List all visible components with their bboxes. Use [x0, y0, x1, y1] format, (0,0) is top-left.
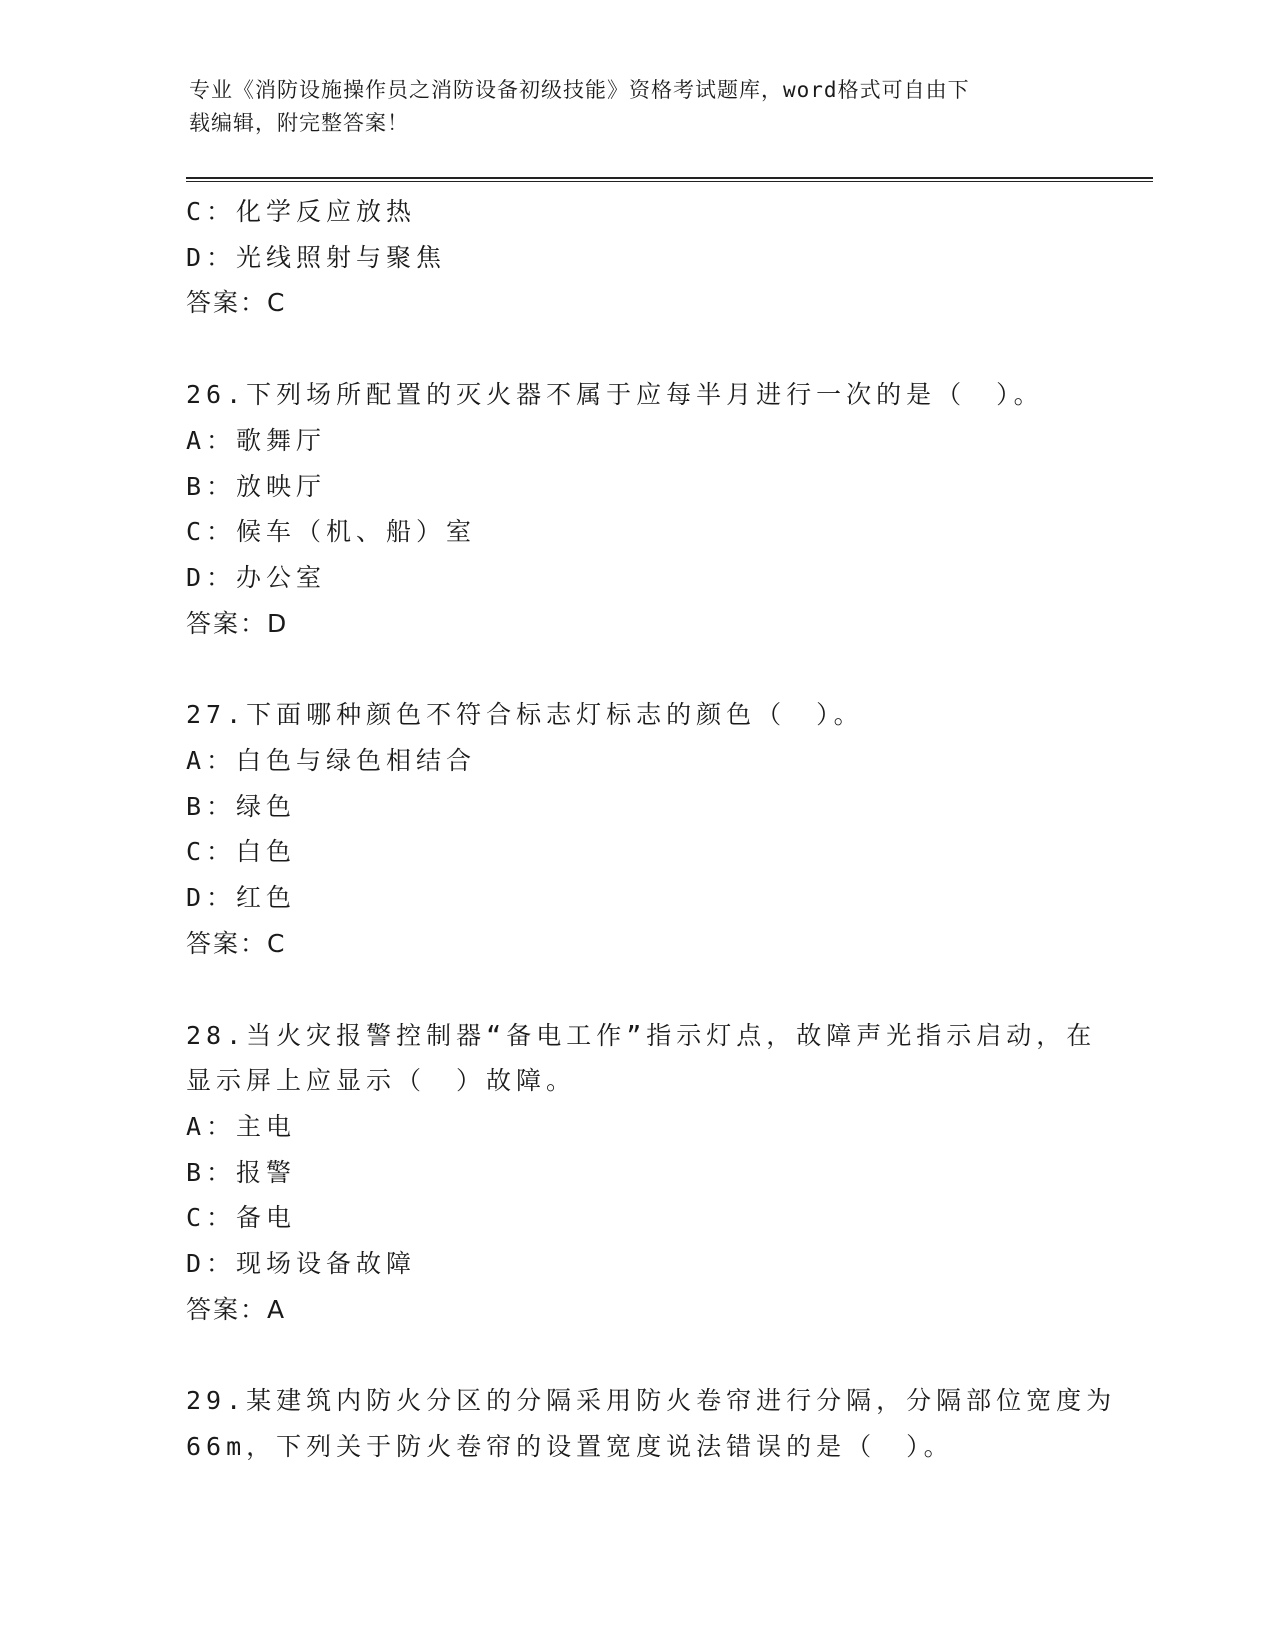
header-line-1: 专业《消防设施操作员之消防设备初级技能》资格考试题库，word格式可自由下 — [189, 78, 970, 102]
option-c: C：白色 — [186, 837, 297, 867]
option-c: C：化学反应放热 — [186, 197, 417, 226]
question-text: 26.下列场所配置的灭火器不属于应每半月进行一次的是（ ）。 — [186, 380, 1044, 410]
answer-line: 答案：D — [186, 608, 289, 638]
option-d: D：办公室 — [186, 562, 327, 592]
answer-line: 答案：A — [186, 1294, 287, 1324]
question-text-line-2: 66m，下列关于防火卷帘的设置宽度说法错误的是（ ）。 — [186, 1432, 954, 1462]
spacer — [186, 967, 1086, 1013]
option-b: B：绿色 — [186, 791, 297, 821]
question-25-tail — [186, 189, 1086, 326]
option-c: C：备电 — [186, 1203, 297, 1233]
header-rule-thick — [186, 177, 1153, 179]
question-27 — [186, 692, 1086, 966]
question-text-line-1: 28.当火灾报警控制器“备电工作”指示灯点，故障声光指示启动，在 — [186, 1020, 1097, 1050]
document-header — [189, 74, 1089, 140]
question-text-line-2: 显示屏上应显示（ ）故障。 — [186, 1066, 577, 1096]
option-a: A：白色与绿色相结合 — [186, 746, 477, 776]
option-b: B：放映厅 — [186, 471, 327, 501]
question-content — [186, 189, 1117, 1470]
option-d: D：现场设备故障 — [186, 1249, 417, 1279]
header-line-2: 载编辑，附完整答案！ — [189, 111, 409, 135]
spacer — [186, 1332, 1086, 1378]
option-d: D：红色 — [186, 883, 297, 913]
spacer — [186, 326, 1086, 372]
option-a: A：歌舞厅 — [186, 425, 327, 455]
question-text-line-1: 29.某建筑内防火分区的分隔采用防火卷帘进行分隔，分隔部位宽度为 — [186, 1386, 1117, 1416]
option-b: B：报警 — [186, 1157, 297, 1187]
option-a: A：主电 — [186, 1111, 297, 1141]
option-c: C：候车（机、船）室 — [186, 517, 477, 547]
spacer — [186, 646, 1086, 692]
header-rule-thin — [186, 181, 1153, 182]
answer-line: 答案：C — [186, 288, 287, 318]
question-text: 27.下面哪种颜色不符合标志灯标志的颜色（ ）。 — [186, 700, 864, 730]
option-d: D：光线照射与聚焦 — [186, 242, 447, 272]
question-28 — [186, 1013, 1097, 1333]
question-29 — [186, 1378, 1117, 1469]
question-26 — [186, 372, 1086, 646]
answer-line: 答案：C — [186, 928, 287, 958]
